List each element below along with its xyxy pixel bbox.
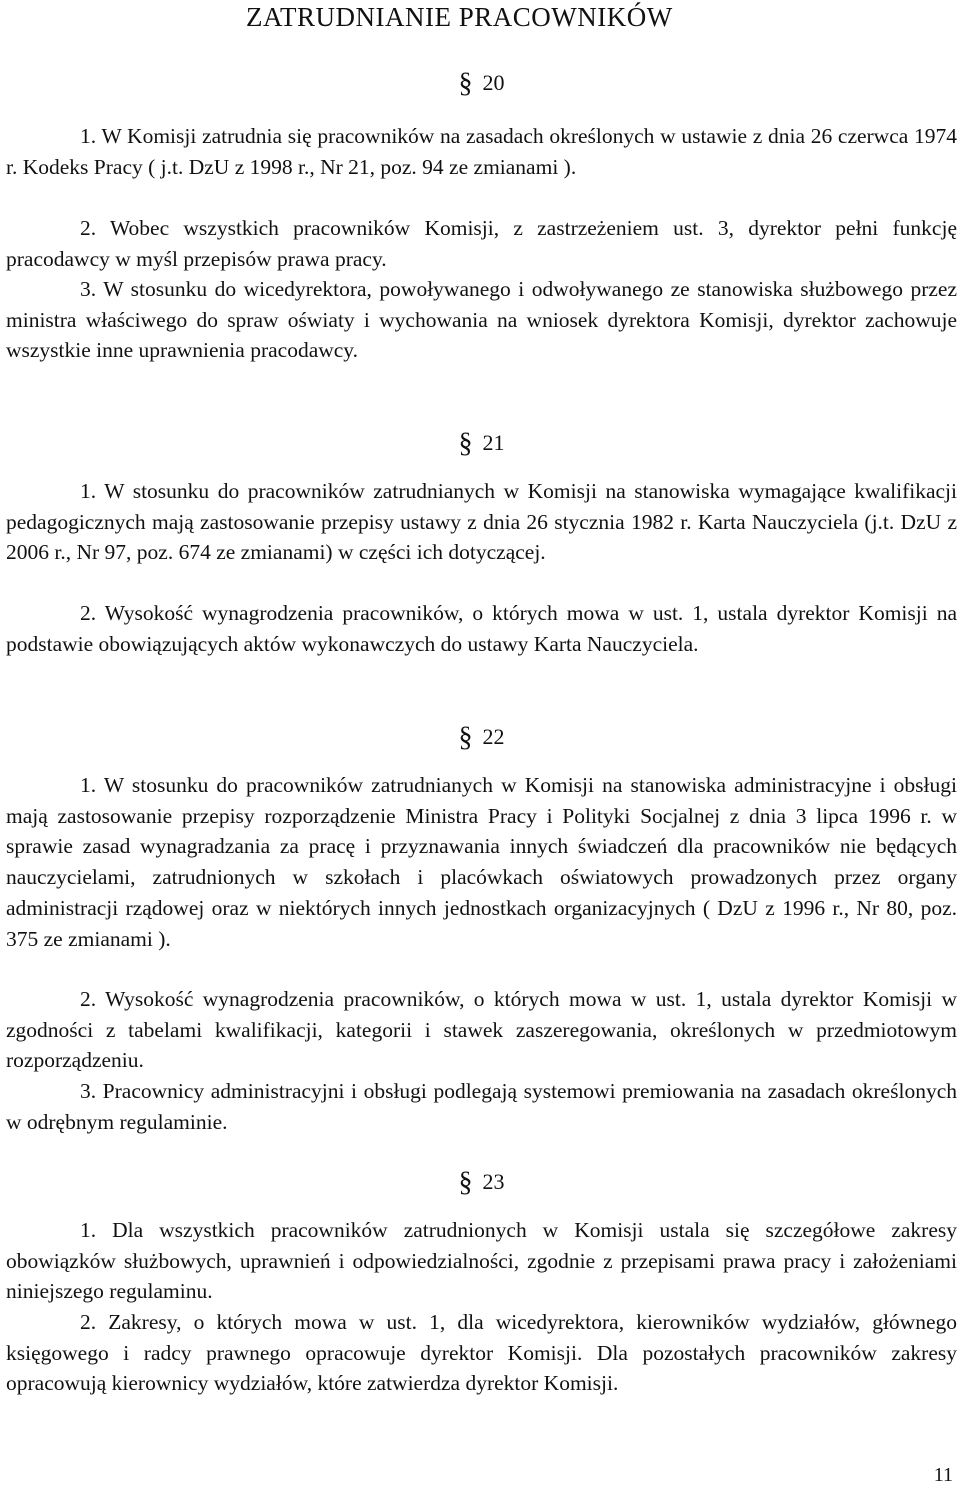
paragraph-20-3: 3. W stosunku do wicedyrektora, powoływanego i odwoływanego ze stanowiska służbowego przez ministra właściwego do spraw oświaty i wychowania na wniosek dyrektora Komisji, dyrektor zachowuje wszystkie inne uprawnienia pracodawcy. bbox=[6, 277, 957, 363]
section-heading-22 bbox=[6, 722, 957, 754]
paragraph-22-2: 2. Wysokość wynagrodzenia pracowników, o których mowa w ust. 1, ustala dyrektor Komisji w zgodności z tabelami kwalifikacji, kategorii i stawek zaszeregowania, określonych w przedmiotowym rozporządzeniu. bbox=[6, 987, 957, 1073]
page-number: 11 bbox=[933, 1464, 953, 1486]
section-symbol: § bbox=[458, 1167, 473, 1198]
section-symbol: § bbox=[458, 428, 473, 459]
paragraph-20-1: 1. W Komisji zatrudnia się pracowników na zasadach określonych w ustawie z dnia 26 czerwca 1974 r. Kodeks Pracy ( j.t. DzU z 1998 r., Nr 21, poz. 94 ze zmianami ). bbox=[6, 124, 957, 179]
section-number: 22 bbox=[482, 724, 505, 749]
paragraph-22-1: 1. W stosunku do pracowników zatrudnianych w Komisji na stanowiska administracyjne i obsługi mają zastosowanie przepisy rozporządzenie Ministra Pracy i Polityki Socjalnej z dnia 3 lipca 1996 r. w sprawie zasad wynagradzania za pracę i przyznawania innych świadczeń dla pracowników nie będących nauczycielami, zatrudnionych w szkołach i placówkach oświatowych prowadzonych przez organy administracji rządowej oraz w niektórych innych jednostkach organizacyjnych ( DzU z 1996 r., Nr 80, poz. 375 ze zmianami ). bbox=[6, 773, 957, 951]
section-heading-20 bbox=[6, 68, 957, 100]
section-symbol: § bbox=[458, 68, 473, 99]
section-number: 20 bbox=[482, 70, 505, 95]
section-number: 21 bbox=[482, 430, 505, 455]
paragraph-20-2: 2. Wobec wszystkich pracowników Komisji, z zastrzeżeniem ust. 3, dyrektor pełni funkcję pracodawcy w myśl przepisów prawa pracy. bbox=[6, 216, 957, 271]
paragraph-21-1: 1. W stosunku do pracowników zatrudnianych w Komisji na stanowiska wymagające kwalifikacji pedagogicznych mają zastosowanie przepisy ustawy z dnia 26 stycznia 1982 r. Karta Nauczyciela (j.t. DzU z 2006 r., Nr 97, poz. 674 ze zmianami) w części ich dotyczącej. bbox=[6, 479, 957, 565]
section-heading-21 bbox=[6, 428, 957, 460]
paragraph-23-2: 2. Zakresy, o których mowa w ust. 1, dla wicedyrektora, kierowników wydziałów, głównego księgowego i radcy prawnego opracowuje dyrektor Komisji. Dla pozostałych pracowników zakresy opracowują kierownicy wydziałów, które zatwierdza dyrektor Komisji. bbox=[6, 1310, 957, 1396]
document-title: ZATRUDNIANIE PRACOWNIKÓW bbox=[246, 2, 673, 32]
section-number: 23 bbox=[482, 1169, 505, 1194]
paragraph-21-2: 2. Wysokość wynagrodzenia pracowników, o których mowa w ust. 1, ustala dyrektor Komisji na podstawie obowiązujących aktów wykonawczych do ustawy Karta Nauczyciela. bbox=[6, 601, 957, 656]
paragraph-22-3: 3. Pracownicy administracyjni i obsługi podlegają systemowi premiowania na zasadach określonych w odrębnym regulaminie. bbox=[6, 1079, 957, 1134]
section-heading-23 bbox=[6, 1167, 957, 1199]
paragraph-23-1: 1. Dla wszystkich pracowników zatrudnionych w Komisji ustala się szczegółowe zakresy obowiązków służbowych, uprawnień i odpowiedzialności, zgodnie z przepisami prawa pracy i założeniami niniejszego regulaminu. bbox=[6, 1218, 957, 1304]
section-symbol: § bbox=[458, 722, 473, 753]
